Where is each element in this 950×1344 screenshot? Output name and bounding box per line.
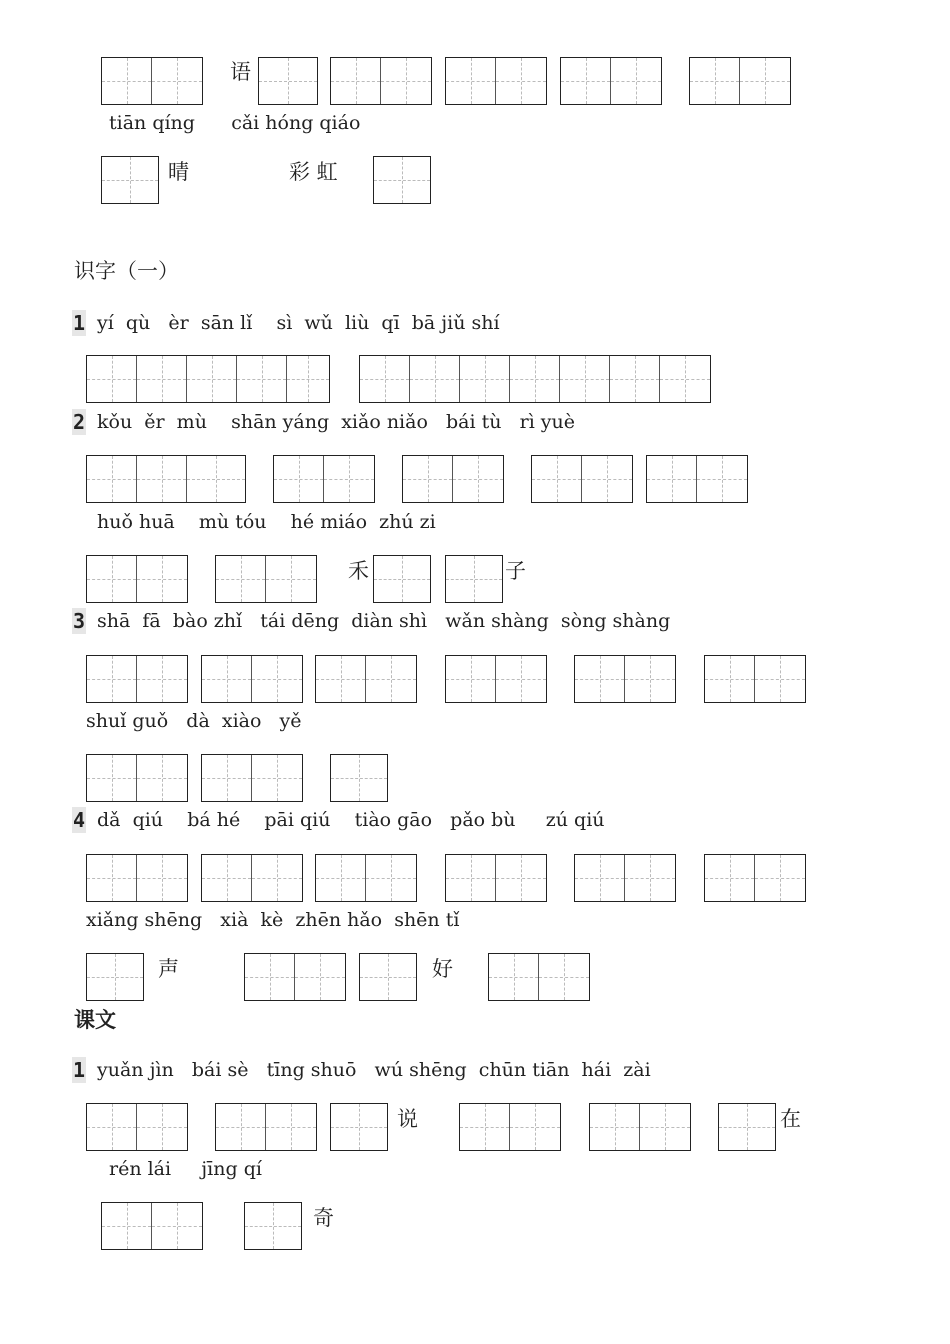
char-grid[interactable] [560,57,662,105]
char-grid[interactable] [359,953,417,1001]
char-grid[interactable] [86,1103,188,1151]
char-grid[interactable] [273,455,375,503]
char-grid[interactable] [488,953,590,1001]
char-grid[interactable] [86,455,246,503]
char-label: 禾 [348,559,369,583]
pinyin-row: shā fā bào zhǐ tái dēng diàn shì wǎn shàng sòng shàng [97,610,671,632]
char-grid[interactable] [86,854,188,902]
char-grid[interactable] [258,57,318,105]
char-label: 说 [397,1107,418,1131]
char-grid[interactable] [86,555,188,603]
char-grid[interactable] [574,854,676,902]
section-title: 识字（一） [74,259,179,283]
char-grid[interactable] [315,854,417,902]
char-label: 在 [780,1107,801,1131]
section-title: 课文 [74,1007,116,1032]
pinyin-row: yuǎn jìn bái sè tīng shuō wú shēng chūn tiān hái zài [97,1059,651,1081]
question-number: 3 [73,609,86,633]
question-number: 1 [73,311,86,335]
char-grid[interactable] [101,156,159,204]
char-grid[interactable] [244,1202,302,1250]
pinyin-row: dǎ qiú bá hé pāi qiú tiào gāo pǎo bù zú qiú [97,809,605,831]
char-grid[interactable] [459,1103,561,1151]
char-grid[interactable] [86,754,188,802]
char-grid[interactable] [215,555,317,603]
char-grid[interactable] [201,655,303,703]
char-grid[interactable] [531,455,633,503]
pinyin-row: tiān qíng cǎi hóng qiáo [109,112,361,134]
pinyin-row: kǒu ěr mù shān yáng xiǎo niǎo bái tù rì yuè [97,411,576,433]
char-grid[interactable] [86,953,144,1001]
char-grid[interactable] [373,156,431,204]
pinyin-row: xiǎng shēng xià kè zhēn hǎo shēn tǐ [86,909,460,931]
char-grid[interactable] [445,57,547,105]
char-grid[interactable] [646,455,748,503]
question-number: 1 [73,1058,86,1082]
char-label: 奇 [313,1206,334,1230]
char-grid[interactable] [574,655,676,703]
char-grid[interactable] [445,555,503,603]
char-label: 晴 [168,160,189,184]
char-label: 子 [505,559,526,583]
char-grid[interactable] [215,1103,317,1151]
char-grid[interactable] [718,1103,776,1151]
char-grid[interactable] [315,655,417,703]
char-label: 彩 虹 [289,160,338,184]
char-label: 语 [230,60,251,84]
char-grid[interactable] [201,754,303,802]
char-grid[interactable] [86,655,188,703]
pinyin-row: rén lái jīng qí [109,1158,262,1180]
question-number: 4 [73,808,86,832]
char-grid[interactable] [704,854,806,902]
char-label: 声 [158,957,179,981]
char-grid[interactable] [244,953,346,1001]
char-grid[interactable] [589,1103,691,1151]
char-grid[interactable] [445,854,547,902]
char-grid[interactable] [330,754,388,802]
char-grid[interactable] [359,355,711,403]
question-number: 2 [73,410,86,434]
char-grid[interactable] [101,57,203,105]
char-label: 好 [432,957,453,981]
char-grid[interactable] [101,1202,203,1250]
pinyin-row: huǒ huā mù tóu hé miáo zhú zi [97,511,436,533]
char-grid[interactable] [86,355,330,403]
char-grid[interactable] [689,57,791,105]
pinyin-row: yí qù èr sān lǐ sì wǔ liù qī bā jiǔ shí [97,312,500,334]
char-grid[interactable] [704,655,806,703]
char-grid[interactable] [330,1103,388,1151]
char-grid[interactable] [402,455,504,503]
char-grid[interactable] [330,57,432,105]
pinyin-row: shuǐ guǒ dà xiào yě [86,710,302,732]
char-grid[interactable] [201,854,303,902]
char-grid[interactable] [445,655,547,703]
char-grid[interactable] [373,555,431,603]
